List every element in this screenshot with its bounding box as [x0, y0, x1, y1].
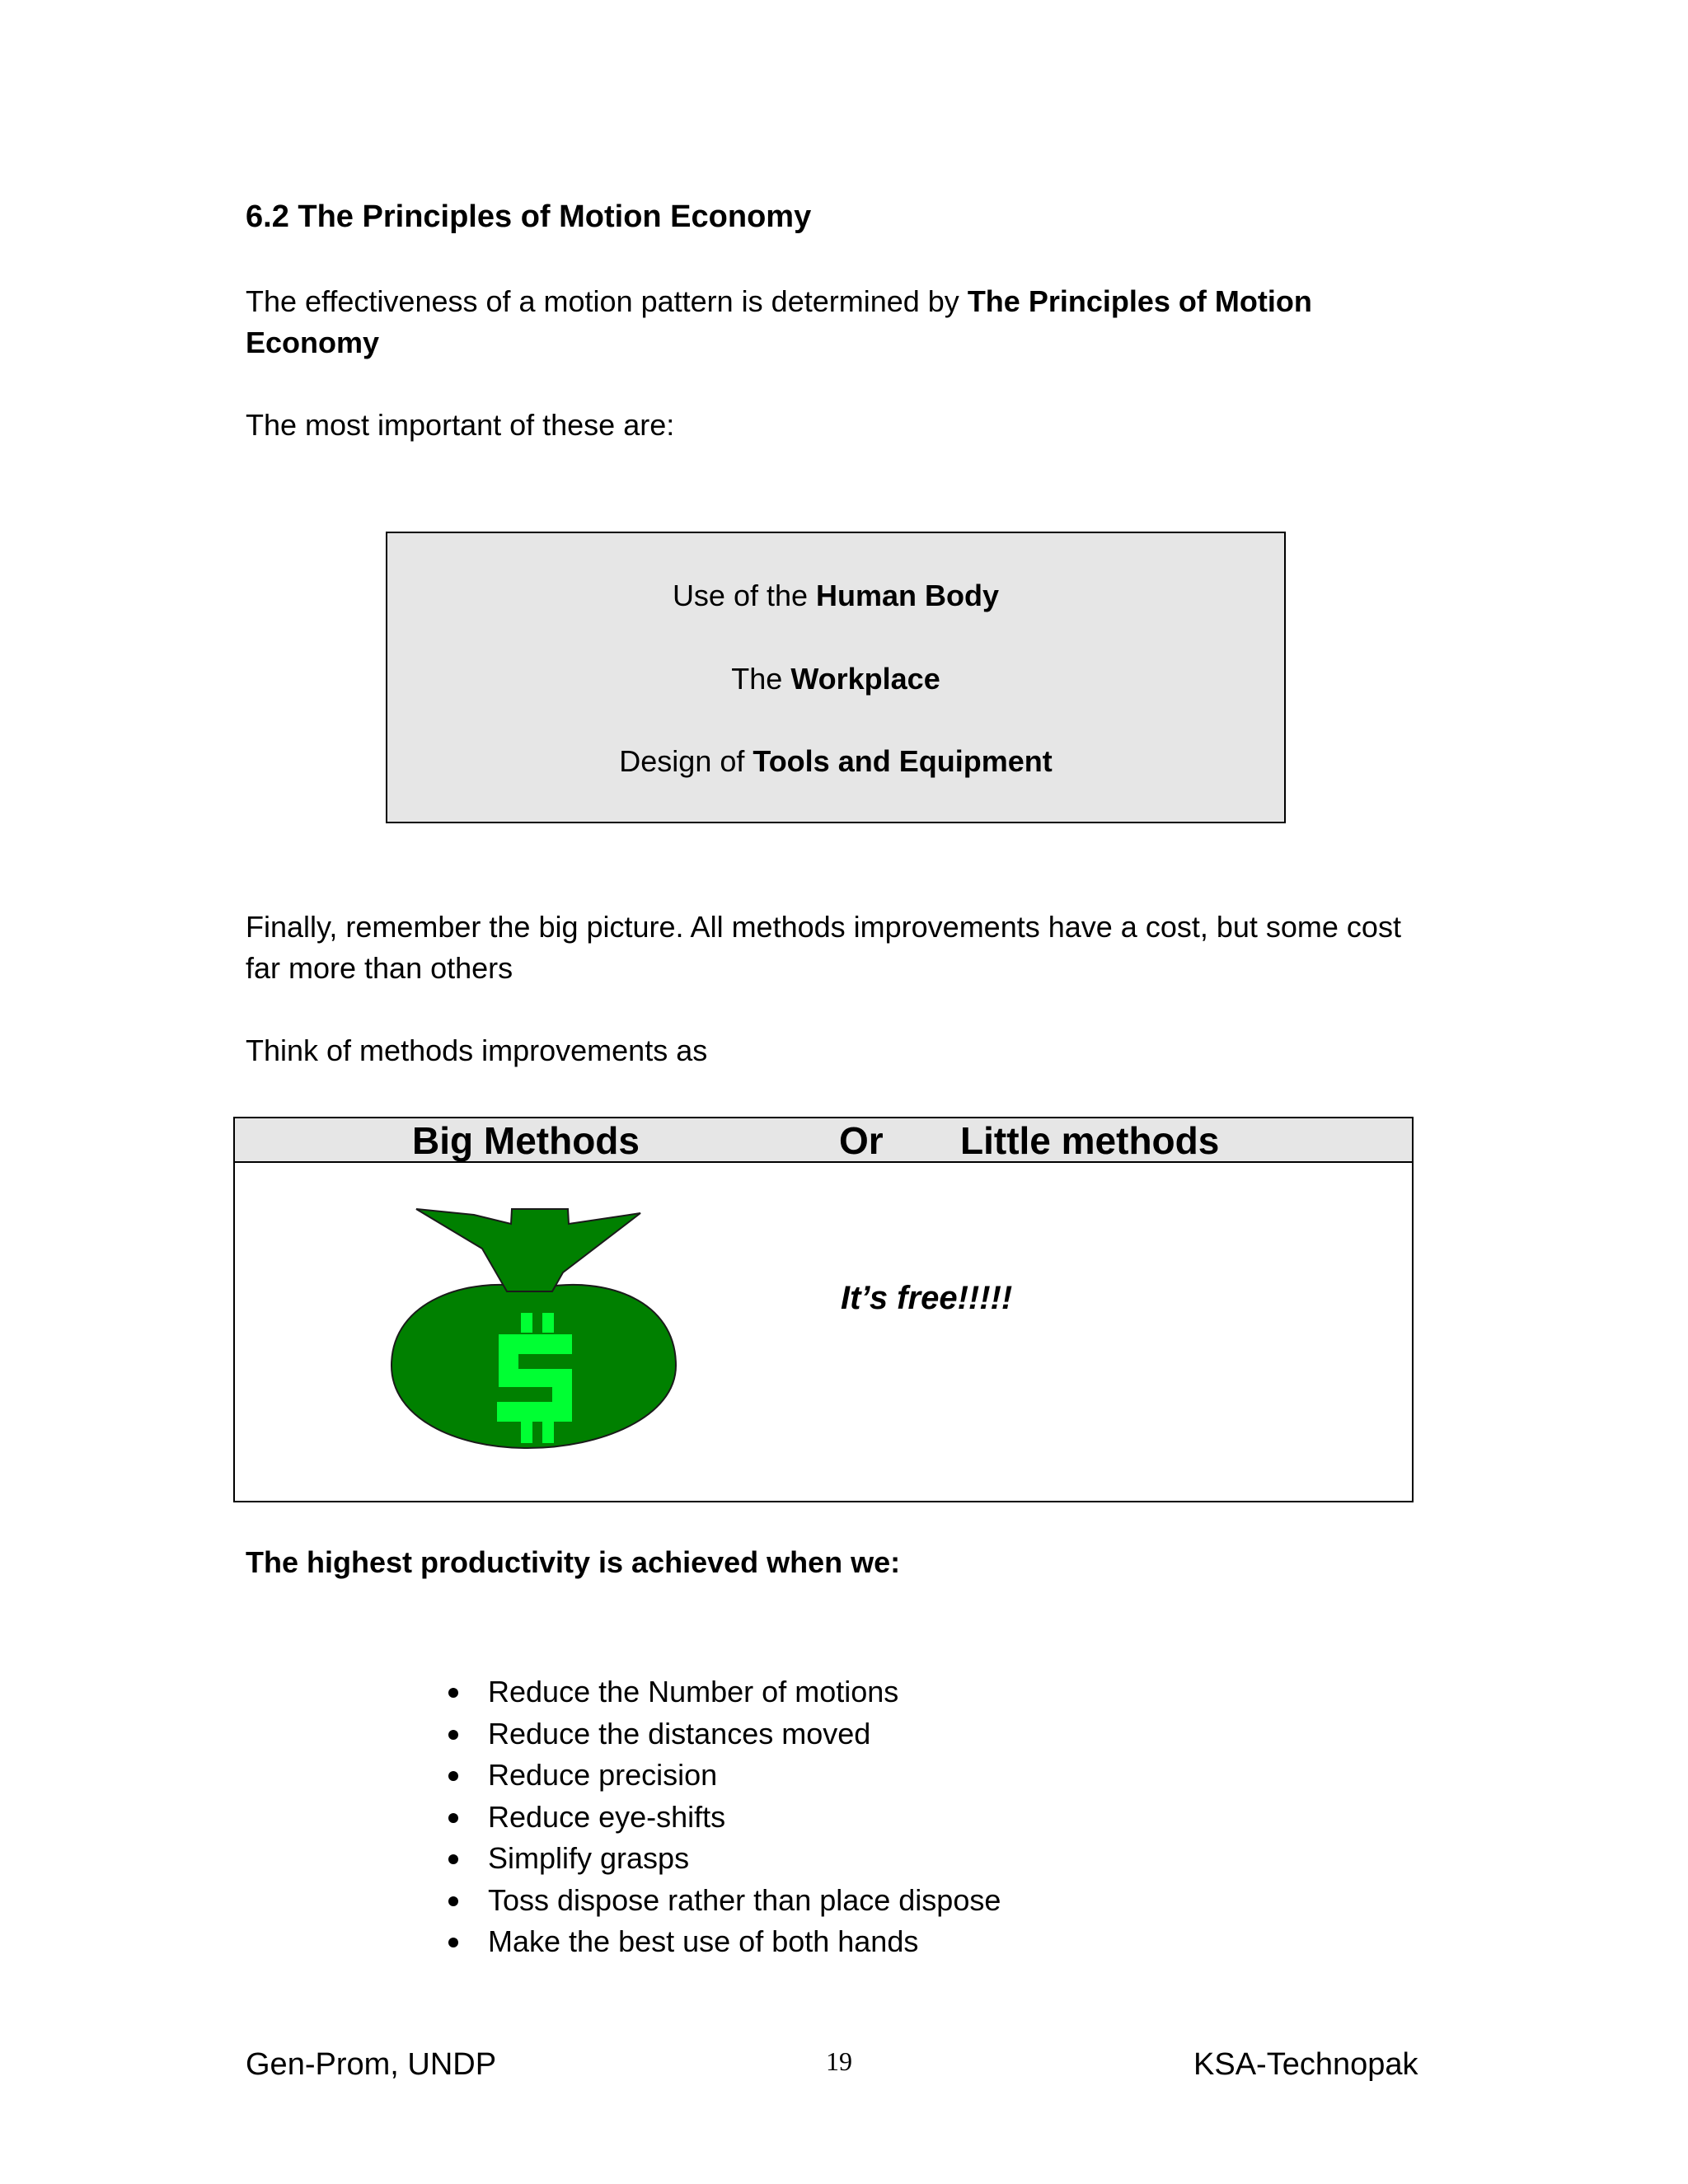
principle-workplace	[387, 658, 1284, 700]
page-number: 19	[826, 2046, 852, 2076]
intro-bold: The Principles of Motion	[967, 284, 1312, 318]
principle-prefix: Design of	[619, 744, 753, 778]
or-label: Or	[839, 1119, 884, 1162]
big-picture-line2: far more than others	[246, 951, 513, 985]
principle-prefix: The	[731, 662, 791, 696]
its-free-text: It’s free!!!!!	[841, 1280, 1013, 1316]
big-methods-label: Big Methods	[412, 1119, 640, 1162]
principle-bold: Human Body	[816, 579, 1000, 612]
footer-right: KSA-Technopak	[1193, 2047, 1418, 2082]
principle-tools	[387, 741, 1284, 782]
list-item: Make the best use of both hands	[445, 1921, 1001, 1963]
intro-prefix: The effectiveness of a motion pattern is determined by	[246, 284, 968, 318]
methods-table	[233, 1117, 1414, 1502]
big-picture-line1: Finally, remember the big picture. All methods improvements have a cost, but some cost	[246, 910, 1401, 944]
intro-bold-line2: Economy	[246, 326, 380, 359]
money-bag-body	[392, 1285, 676, 1448]
money-bag-neck	[416, 1209, 640, 1291]
list-item: Reduce precision	[445, 1755, 1001, 1797]
little-methods-label: Little methods	[960, 1119, 1220, 1162]
list-item: Reduce the Number of motions	[445, 1671, 1001, 1713]
footer-left: Gen-Prom, UNDP	[246, 2047, 497, 2082]
principle-human-body	[387, 575, 1284, 616]
list-item: Toss dispose rather than place dispose	[445, 1880, 1001, 1922]
big-picture-paragraph	[246, 907, 1482, 989]
most-important-text: The most important of these are:	[246, 408, 675, 442]
productivity-heading: The highest productivity is achieved when we:	[246, 1545, 901, 1579]
methods-table-header	[235, 1118, 1412, 1163]
intro-paragraph	[246, 281, 1441, 363]
list-item: Reduce the distances moved	[445, 1713, 1001, 1755]
list-item: Simplify grasps	[445, 1838, 1001, 1880]
list-item: Reduce eye-shifts	[445, 1797, 1001, 1839]
principle-prefix: Use of the	[672, 579, 817, 612]
principle-bold: Workplace	[790, 662, 940, 696]
principle-bold: Tools and Equipment	[753, 744, 1053, 778]
bullet-list	[445, 1671, 1001, 1963]
money-bag-icon	[383, 1201, 680, 1456]
think-of-text: Think of methods improvements as	[246, 1033, 708, 1067]
section-heading: 6.2 The Principles of Motion Economy	[246, 199, 812, 234]
principles-box	[386, 532, 1286, 823]
